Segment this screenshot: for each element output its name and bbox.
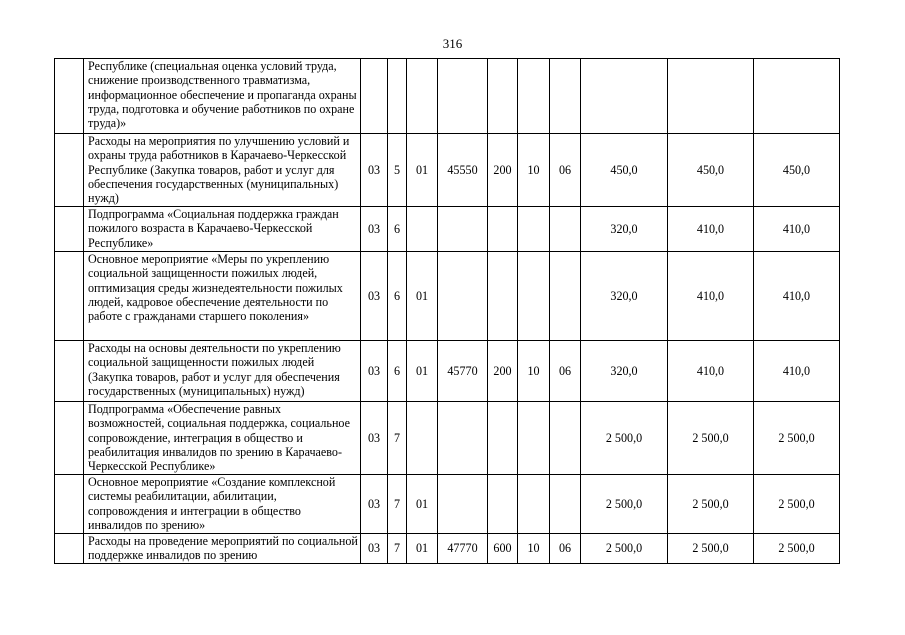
description-cell: Основное мероприятие «Меры по укреплению социальной защищенности пожилых людей, оптимизация среды жизнедеятельности пожилых людей, кадровое обеспечение деятельности по работе с гражданами старшего поколения»	[84, 252, 361, 341]
index-cell	[55, 134, 84, 207]
code-cell-c7: 06	[550, 134, 581, 207]
code-cell-c3: 01	[407, 534, 438, 564]
table-row	[55, 475, 840, 534]
code-cell-c1	[361, 59, 388, 134]
code-cell-c2: 6	[388, 341, 407, 402]
code-cell-c2: 6	[388, 252, 407, 341]
description-cell: Основное мероприятие «Создание комплексной системы реабилитации, абилитации, сопровождения и интеграции в общество инвалидов по зрению»	[84, 475, 361, 534]
index-cell	[55, 59, 84, 134]
amount-cell-v3: 410,0	[754, 252, 840, 341]
code-cell-c5: 200	[488, 341, 518, 402]
code-cell-c7	[550, 252, 581, 341]
code-cell-c4	[438, 475, 488, 534]
code-cell-c6	[518, 402, 550, 475]
code-cell-c5	[488, 475, 518, 534]
code-cell-c2: 7	[388, 402, 407, 475]
amount-cell-v1: 320,0	[581, 341, 668, 402]
amount-cell-v1: 2 500,0	[581, 402, 668, 475]
code-cell-c4	[438, 402, 488, 475]
budget-table	[54, 58, 840, 564]
page-number: 316	[442, 36, 463, 51]
index-cell	[55, 475, 84, 534]
code-cell-c1: 03	[361, 402, 388, 475]
code-cell-c2: 6	[388, 207, 407, 252]
code-cell-c4	[438, 252, 488, 341]
code-cell-c3: 01	[407, 252, 438, 341]
amount-cell-v1: 450,0	[581, 134, 668, 207]
code-cell-c4	[438, 207, 488, 252]
description-cell: Подпрограмма «Социальная поддержка граждан пожилого возраста в Карачаево-Черкесской Республике»	[84, 207, 361, 252]
code-cell-c3: 01	[407, 341, 438, 402]
amount-cell-v2: 450,0	[668, 134, 754, 207]
amount-cell-v1: 2 500,0	[581, 475, 668, 534]
amount-cell-v3	[754, 59, 840, 134]
code-cell-c6	[518, 475, 550, 534]
code-cell-c6: 10	[518, 534, 550, 564]
description-cell: Расходы на проведение мероприятий по социальной поддержке инвалидов по зрению	[84, 534, 361, 564]
table-row	[55, 402, 840, 475]
amount-cell-v1: 320,0	[581, 207, 668, 252]
description-cell: Расходы на основы деятельности по укреплению социальной защищенности пожилых людей (Закупка товаров, работ и услуг для обеспечения государственных (муниципальных) нужд)	[84, 341, 361, 402]
amount-cell-v2: 2 500,0	[668, 402, 754, 475]
amount-cell-v3: 2 500,0	[754, 475, 840, 534]
code-cell-c7	[550, 475, 581, 534]
code-cell-c7: 06	[550, 534, 581, 564]
code-cell-c5: 600	[488, 534, 518, 564]
code-cell-c6: 10	[518, 134, 550, 207]
amount-cell-v3: 410,0	[754, 207, 840, 252]
amount-cell-v3: 410,0	[754, 341, 840, 402]
description-cell: Подпрограмма «Обеспечение равных возможностей, социальная поддержка, социальное сопровождение, интеграция в общество и реабилитация инвалидов по зрению в Карачаево-Черкесской Республике»	[84, 402, 361, 475]
code-cell-c5	[488, 207, 518, 252]
code-cell-c6	[518, 252, 550, 341]
code-cell-c3	[407, 402, 438, 475]
code-cell-c1: 03	[361, 475, 388, 534]
table-row	[55, 341, 840, 402]
code-cell-c5	[488, 402, 518, 475]
amount-cell-v2	[668, 59, 754, 134]
code-cell-c2: 7	[388, 534, 407, 564]
code-cell-c2: 5	[388, 134, 407, 207]
code-cell-c3	[407, 59, 438, 134]
index-cell	[55, 207, 84, 252]
code-cell-c7	[550, 207, 581, 252]
table-row	[55, 252, 840, 341]
amount-cell-v2: 410,0	[668, 341, 754, 402]
amount-cell-v3: 2 500,0	[754, 402, 840, 475]
code-cell-c3: 01	[407, 134, 438, 207]
code-cell-c4: 45550	[438, 134, 488, 207]
amount-cell-v1: 320,0	[581, 252, 668, 341]
code-cell-c7	[550, 402, 581, 475]
code-cell-c7: 06	[550, 341, 581, 402]
description-cell: Расходы на мероприятия по улучшению условий и охраны труда работников в Карачаево-Черкесской Республике (Закупка товаров, работ и услуг для обеспечения государственных (муниципальных) нужд)	[84, 134, 361, 207]
code-cell-c6	[518, 59, 550, 134]
index-cell	[55, 534, 84, 564]
code-cell-c1: 03	[361, 252, 388, 341]
index-cell	[55, 252, 84, 341]
code-cell-c5	[488, 252, 518, 341]
code-cell-c4: 47770	[438, 534, 488, 564]
code-cell-c5	[488, 59, 518, 134]
amount-cell-v3: 2 500,0	[754, 534, 840, 564]
amount-cell-v2: 2 500,0	[668, 534, 754, 564]
amount-cell-v1: 2 500,0	[581, 534, 668, 564]
code-cell-c6: 10	[518, 341, 550, 402]
code-cell-c1: 03	[361, 134, 388, 207]
amount-cell-v3: 450,0	[754, 134, 840, 207]
amount-cell-v2: 2 500,0	[668, 475, 754, 534]
description-cell: Республике (специальная оценка условий труда, снижение производственного травматизма, информационное обеспечение и пропаганда охраны труда, подготовка и обучение работников по охране труда)»	[84, 59, 361, 134]
amount-cell-v2: 410,0	[668, 252, 754, 341]
code-cell-c2	[388, 59, 407, 134]
index-cell	[55, 341, 84, 402]
code-cell-c3	[407, 207, 438, 252]
code-cell-c1: 03	[361, 341, 388, 402]
code-cell-c5: 200	[488, 134, 518, 207]
code-cell-c2: 7	[388, 475, 407, 534]
code-cell-c1: 03	[361, 534, 388, 564]
amount-cell-v1	[581, 59, 668, 134]
code-cell-c4: 45770	[438, 341, 488, 402]
amount-cell-v2: 410,0	[668, 207, 754, 252]
code-cell-c3: 01	[407, 475, 438, 534]
code-cell-c1: 03	[361, 207, 388, 252]
table-row	[55, 534, 840, 564]
table-row	[55, 134, 840, 207]
code-cell-c4	[438, 59, 488, 134]
code-cell-c7	[550, 59, 581, 134]
code-cell-c6	[518, 207, 550, 252]
table-row	[55, 207, 840, 252]
index-cell	[55, 402, 84, 475]
table-row	[55, 59, 840, 134]
